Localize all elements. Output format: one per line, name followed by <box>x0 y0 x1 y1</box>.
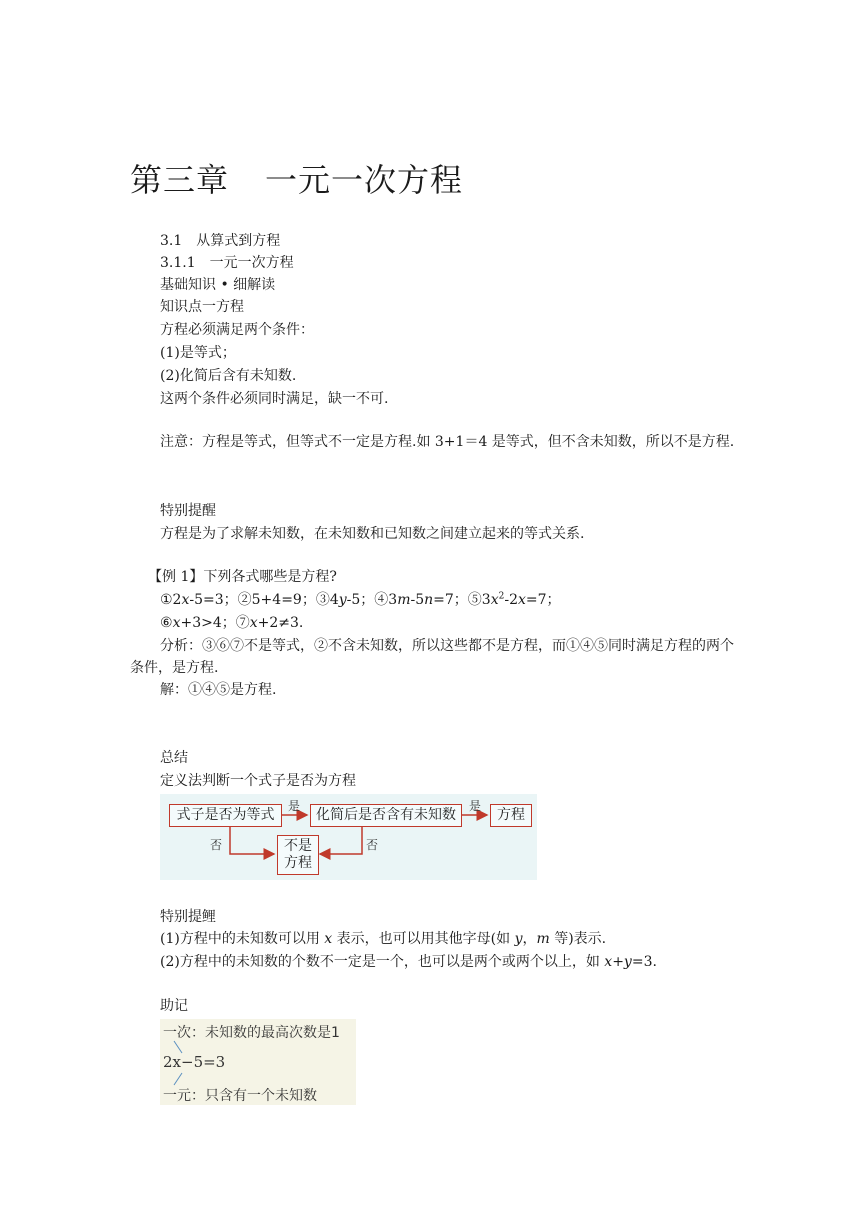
subsection-heading: 3.1.1 一元一次方程 <box>160 255 294 271</box>
section-heading: 3.1 从算式到方程 <box>160 233 281 249</box>
flow-box-has-unknown: 化简后是否含有未知数 <box>310 804 462 827</box>
memo-expression: 2x−5=3 <box>163 1053 226 1071</box>
flow-label-no-1: 否 <box>210 838 223 852</box>
condition-1: (1)是等式； <box>160 345 236 361</box>
example-formulas-line1: ①2x-5=3；②5+4=9；③4y-5；④3m-5n=7；$⑤3x^2-2x=7$； <box>160 591 561 608</box>
flow-box-not-equation: 不是 方程 <box>277 835 319 875</box>
flow-label-yes-2: 是 <box>469 799 482 813</box>
basic-knowledge-label: 基础知识 • 细解读 <box>160 277 276 293</box>
flow-box-is-equation: 式子是否为等式 <box>169 804 282 827</box>
condition-note: 这两个条件必须同时满足，缺一不可. <box>160 391 389 407</box>
example-formulas-line2: ⑥x+3>4；⑦x+2≠3. <box>160 615 304 631</box>
condition-intro: 方程必须满足两个条件： <box>160 322 314 338</box>
summary-title: 总结 <box>160 750 188 766</box>
example-heading: 【例 1】下列各式哪些是方程? <box>148 569 337 585</box>
flow-label-no-2: 否 <box>366 838 379 852</box>
flowchart <box>160 794 537 880</box>
flow-label-yes-1: 是 <box>288 799 301 813</box>
tip2-line2: (2)方程中的未知数的个数不一定是一个，也可以是两个或两个以上，如 x+y=3. <box>160 954 657 970</box>
condition-2: (2)化简后含有未知数. <box>160 368 297 384</box>
tip-title: 特别提醒 <box>160 503 216 519</box>
memo-figure <box>160 1019 356 1105</box>
chapter-title <box>130 160 463 200</box>
analysis-paragraph: 分析：③⑥⑦不是等式，②不含未知数，所以这些都不是方程，而①④⑤同时满足方程的两个条件，是方程. <box>130 638 734 676</box>
memo-unknown-note: 一元：只含有一个未知数 <box>163 1088 317 1104</box>
tip2-line1: (1)方程中的未知数可以用 x 表示，也可以用其他字母(如 y，m 等)表示. <box>160 931 607 947</box>
memo-degree-note: 一次：未知数的最高次数是1 <box>163 1025 340 1041</box>
chapter-number: 第三章 <box>130 161 230 199</box>
flow-box-equation: 方程 <box>490 804 532 827</box>
chapter-name: 一元一次方程 <box>265 161 464 199</box>
memo-title: 助记 <box>160 998 188 1014</box>
solution-line: 解：①④⑤是方程. <box>160 682 277 698</box>
knowledge-point-title: 知识点一方程 <box>160 299 244 315</box>
tip-text: 方程是为了求解未知数，在未知数和已知数之间建立起来的等式关系. <box>160 526 585 542</box>
tip2-title: 特别提鲤 <box>160 909 216 925</box>
summary-text: 定义法判断一个式子是否为方程 <box>160 773 356 789</box>
notice-paragraph: 注意：方程是等式，但等式不一定是方程.如 3+1＝4 是等式，但不含未知数，所以不是方程. <box>160 434 735 450</box>
